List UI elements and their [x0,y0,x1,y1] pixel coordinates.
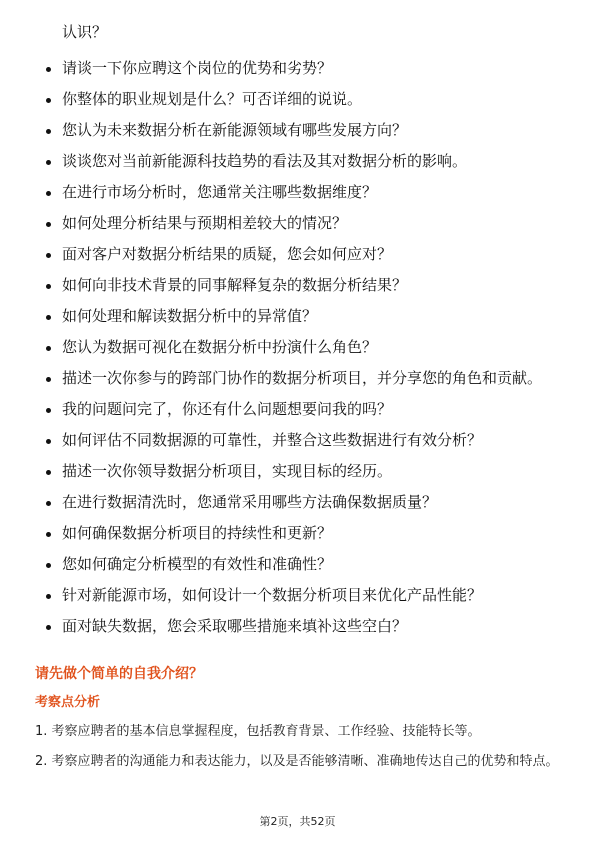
list-item: 在进行数据清洗时，您通常采用哪些方法确保数据质量？ [44,491,564,514]
analysis-point: 2. 考察应聘者的沟通能力和表达能力，以及是否能够清晰、准确地传达自己的优势和特点。 [35,754,559,769]
list-item: 如何向非技术背景的同事解释复杂的数据分析结果？ [44,274,564,297]
list-item: 如何处理分析结果与预期相差较大的情况？ [44,212,564,235]
list-item: 描述一次你参与的跨部门协作的数据分析项目，并分享您的角色和贡献。 [44,367,564,390]
list-item: 请谈一下你应聘这个岗位的优势和劣势？ [44,57,564,80]
analysis-point: 1. 考察应聘者的基本信息掌握程度，包括教育背景、工作经验、技能特长等。 [35,724,481,739]
list-item: 您认为未来数据分析在新能源领域有哪些发展方向？ [44,119,564,142]
list-item: 在进行市场分析时，您通常关注哪些数据维度？ [44,181,564,204]
list-item: 描述一次你领导数据分析项目，实现目标的经历。 [44,460,564,483]
list-item: 谈谈您对当前新能源科技趋势的看法及其对数据分析的影响。 [44,150,564,173]
question-list [44,57,564,646]
list-item: 如何评估不同数据源的可靠性，并整合这些数据进行有效分析？ [44,429,564,452]
page-number: 第2页，共52页 [259,815,336,828]
list-item: 你整体的职业规划是什么？可否详细的说说。 [44,88,564,111]
section-subtitle: 考察点分析 [35,695,101,710]
list-item: 我的问题问完了，你还有什么问题想要问我的吗？ [44,398,564,421]
list-item: 面对缺失数据，您会采取哪些措施来填补这些空白？ [44,615,564,638]
list-item: 面对客户对数据分析结果的质疑，您会如何应对？ [44,243,564,266]
list-item: 如何处理和解读数据分析中的异常值？ [44,305,564,328]
list-item: 您认为数据可视化在数据分析中扮演什么角色？ [44,336,564,359]
section-title: 请先做个简单的自我介绍？ [35,666,203,682]
list-item: 如何确保数据分析项目的持续性和更新？ [44,522,564,545]
continuation-text: 认识？ [62,23,108,41]
analysis-section [35,664,565,780]
list-item: 您如何确定分析模型的有效性和准确性？ [44,553,564,576]
list-item: 针对新能源市场，如何设计一个数据分析项目来优化产品性能？ [44,584,564,607]
